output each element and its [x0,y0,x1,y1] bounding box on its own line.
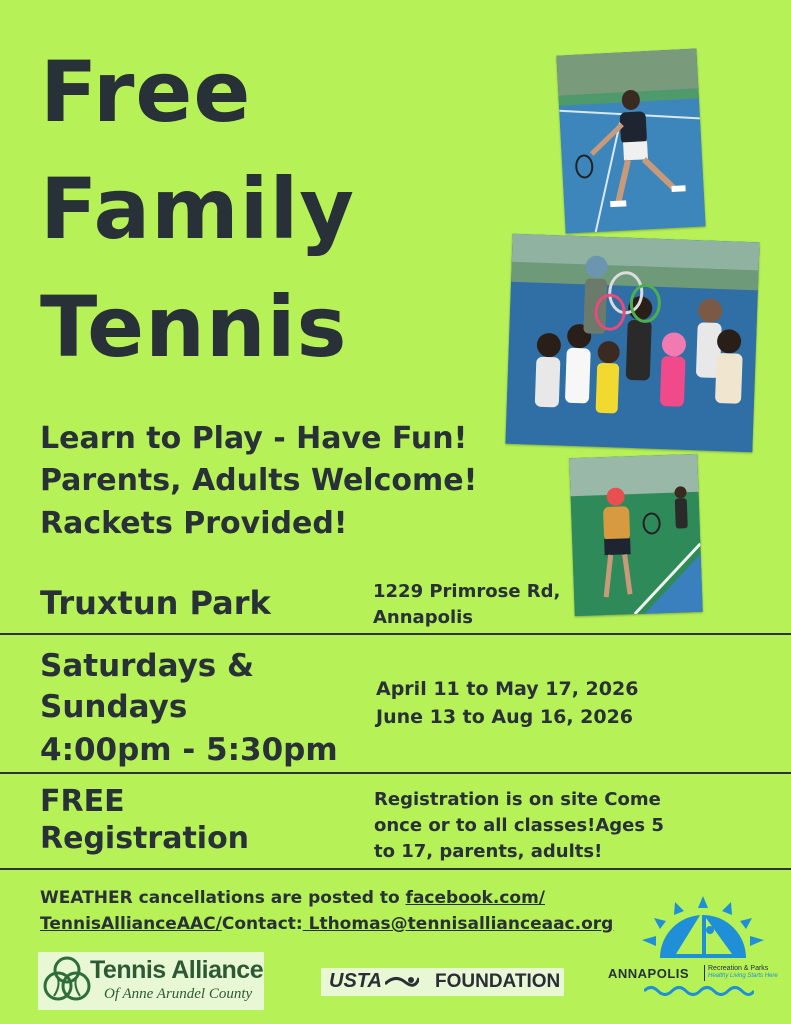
title-line-free: Free [40,43,252,141]
registration-details-line2: once or to all classes!Ages 5 [374,815,664,836]
usta-foundation-logo [321,968,564,996]
tagline-parents: Parents, Adults Welcome! [40,463,478,498]
registration-details-line3: to 17, parents, adults! [374,841,603,862]
annapolis-rec-parks-logo [608,896,788,1021]
annapolis-name: ANNAPOLIS [608,966,690,981]
tagline-rackets: Rackets Provided! [40,506,348,541]
divider [0,868,791,870]
tennis-alliance-logo [38,952,264,1010]
weather-prefix: WEATHER cancellations are posted to [40,888,406,908]
water-waves-icon [644,984,754,998]
divider [704,965,705,981]
location-address-line1: 1229 Primrose Rd, [373,581,561,602]
schedule-days-line2: Sundays [40,689,188,725]
usta-swoosh-icon [385,974,419,990]
usta-foundation-text: FOUNDATION [435,971,561,992]
tagline-learn: Learn to Play - Have Fun! [40,421,468,456]
facebook-link[interactable]: facebook.com/ [405,888,545,908]
registration-details-line1: Registration is on site Come [374,789,661,810]
registration-label: Registration [40,821,250,856]
divider [0,633,791,635]
tennis-alliance-name: Tennis Alliance [90,956,264,984]
schedule-time: 4:00pm - 5:30pm [40,732,338,768]
photo-girl-playing [556,48,705,233]
tennis-balls-icon [42,956,92,1006]
photo-coach-court [569,454,702,616]
title-line-family: Family [40,160,356,258]
annapolis-sub1: Recreation & Parks [708,965,769,972]
schedule-range-2: June 13 to Aug 16, 2026 [376,706,634,728]
schedule-days-line1: Saturdays & [40,648,255,684]
location-address-line2: Annapolis [373,607,474,628]
contact-label: Contact: [221,914,303,934]
usta-text: USTA [329,970,382,992]
tennis-alliance-sub: Of Anne Arundel County [104,986,253,1002]
annapolis-sub2: Healthy Living Starts Here [708,973,778,979]
divider [0,772,791,774]
schedule-range-1: April 11 to May 17, 2026 [376,678,639,700]
email-link[interactable]: Lthomas@tennisallianceaac.org [302,914,614,934]
weather-notice [40,885,613,937]
facebook-link-part2[interactable]: TennisAllianceAAC/ [40,914,222,934]
title-line-tennis: Tennis [40,278,348,376]
location-name: Truxtun Park [40,584,271,622]
photo-kids-group [505,234,759,452]
registration-free: FREE [40,784,125,819]
sun-sailboat-icon [636,896,770,960]
